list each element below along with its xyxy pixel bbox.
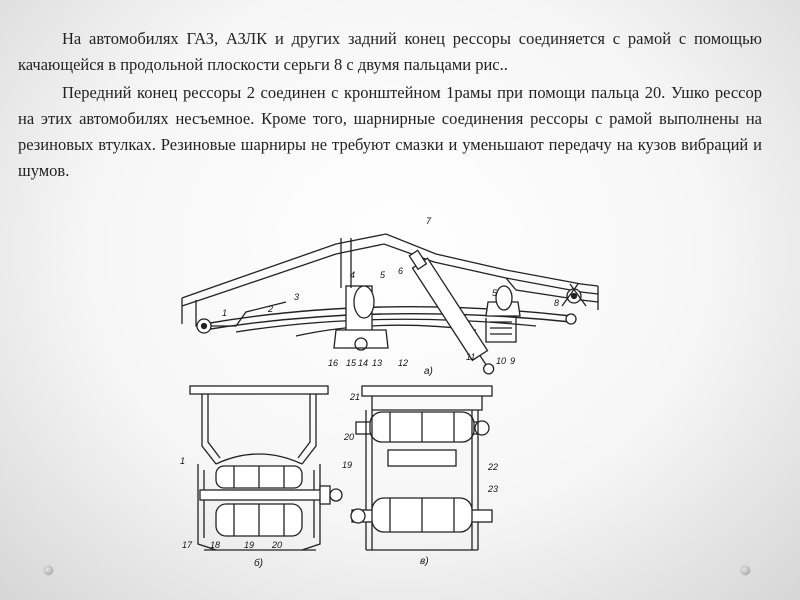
- slide-corner-dot-top-right: [741, 566, 750, 575]
- callout-label: 15: [346, 358, 357, 368]
- callout-label: 16: [328, 358, 339, 368]
- callout-label: 6: [398, 266, 404, 276]
- callout-label: 11: [466, 352, 476, 362]
- callout-label: 20: [272, 540, 283, 550]
- callout-label: 19: [342, 460, 353, 470]
- caption-a: а): [424, 366, 433, 377]
- callout-label: 18: [210, 540, 221, 550]
- callout-label: 2: [268, 304, 274, 314]
- caption-b: б): [254, 558, 263, 569]
- callout-label: 20: [344, 432, 355, 442]
- callout-label: 1: [222, 308, 228, 318]
- callout-label: 21: [350, 392, 361, 402]
- paragraph-2: Передний конец рессоры 2 соединен с кронштейном 1рамы при помощи пальца 20. Ушко рессор на этих автомобилях несъемное. Кроме того, шарнирные соединения рессоры с рамой выполнены на резиновых втулках. Резиновые шарниры не требуют смазки и уменьшают передачу на кузов вибраций и шумов.: [18, 83, 762, 180]
- callout-label: 4: [350, 270, 356, 280]
- section-b-drawing: [190, 386, 342, 550]
- document-text: [18, 26, 762, 186]
- callout-label: 17: [182, 540, 193, 550]
- side-view-drawing: [182, 234, 598, 378]
- suspension-figure: [176, 214, 616, 574]
- paragraph-1: На автомобилях ГАЗ, АЗЛК и других задний конец рессоры соединяется с рамой с помощью качающейся в продольной плоскости серьги 8 с двумя пальцами рис..: [18, 29, 762, 74]
- callout-label: 5: [380, 270, 386, 280]
- callout-label: 10: [496, 356, 507, 366]
- callout-label: 9: [510, 356, 516, 366]
- section-c-drawing: [351, 386, 492, 550]
- callout-label: 22: [488, 462, 499, 472]
- callout-label: 3: [294, 292, 300, 302]
- callout-label: 12: [398, 358, 409, 368]
- callout-label: 13: [372, 358, 383, 368]
- callout-label: 5: [492, 288, 498, 298]
- callout-label: 14: [358, 358, 369, 368]
- callout-label: 19: [244, 540, 255, 550]
- caption-c: в): [420, 556, 429, 567]
- callout-label: 7: [426, 216, 432, 226]
- slide-corner-dot-top-left: [44, 566, 53, 575]
- callout-label: 23: [488, 484, 499, 494]
- callout-label: 8: [554, 298, 560, 308]
- callout-label: 1: [180, 456, 186, 466]
